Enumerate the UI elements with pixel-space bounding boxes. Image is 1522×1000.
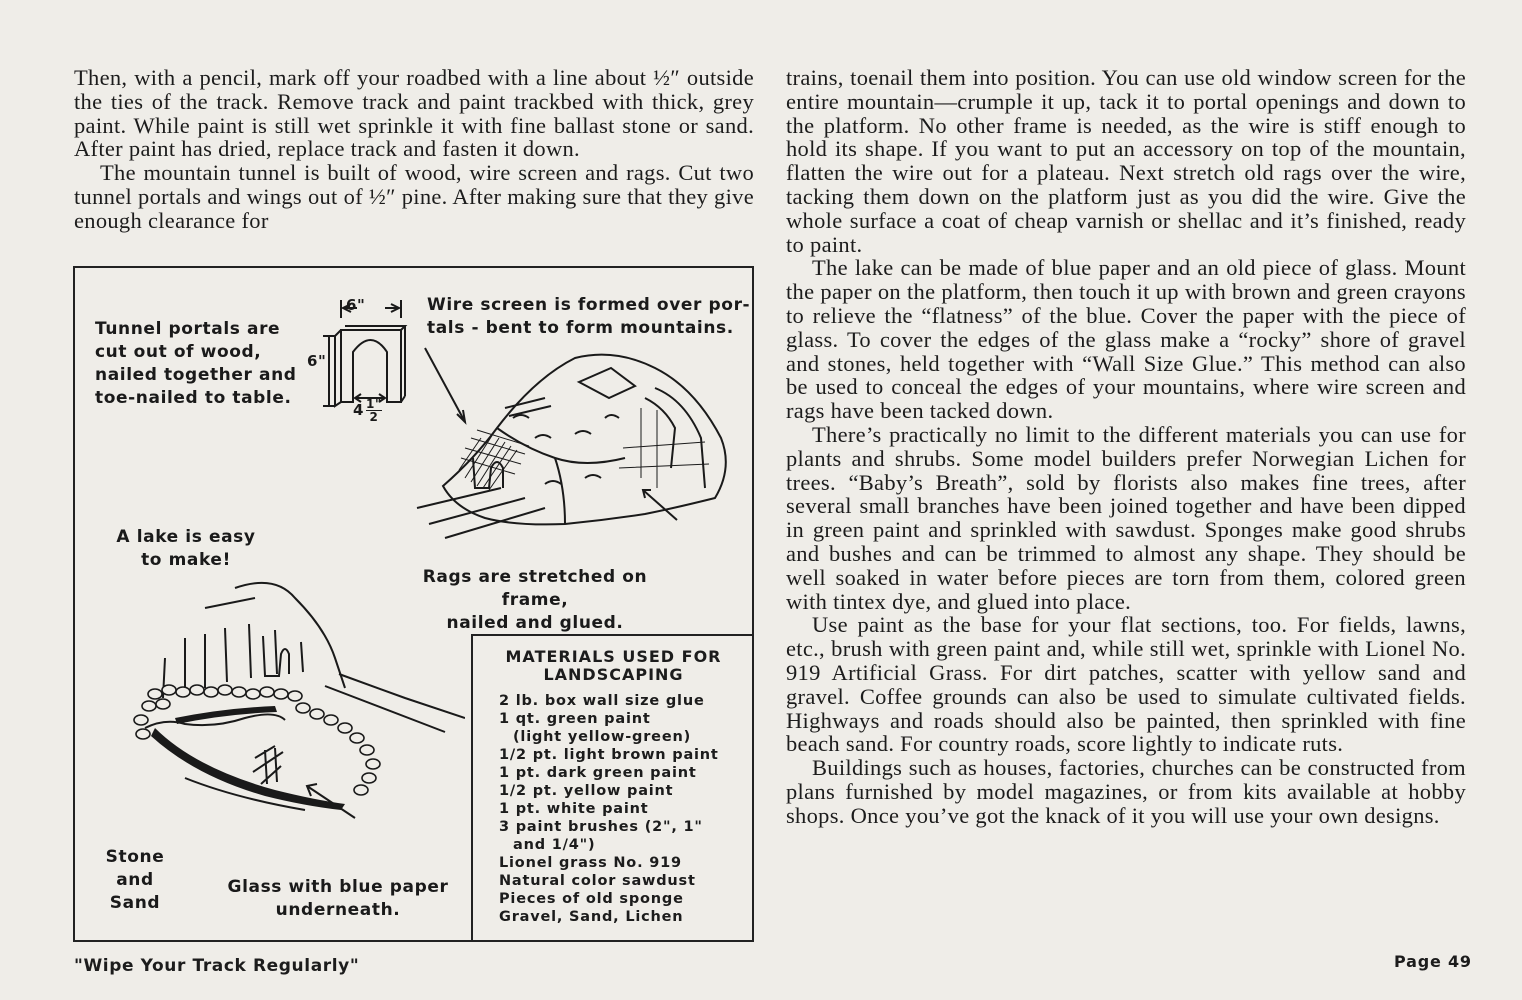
caption-line: cut out of wood,	[95, 342, 262, 362]
left-paragraph-1: Then, with a pencil, mark off your roadbed with a line about ½″ outside the ties of the track. Remove track and paint trackbed with thick, grey paint. While paint is still wet sprinkle it with fine ballast stone or sand. After paint has dried, replace track and fasten it down.	[74, 65, 754, 162]
caption-line: nailed together and	[95, 365, 297, 385]
materials-item: 1 pt. dark green paint	[499, 765, 697, 781]
right-paragraph-4: Use paint as the base for your flat sections, too. For fields, lawns, etc., brush with green paint and, while still wet, sprinkle with Lionel No. 919 Artificial Grass. For dirt patches, scatter with yellow sand and gravel. Coffee grounds can also be used to simulate cultivated fields. Highways and roads should also be painted, then sprinkled with fine beach sand. For country roads, score lightly to indicate ruts.	[786, 612, 1466, 757]
materials-item: Gravel, Sand, Lichen	[499, 909, 684, 925]
materials-title	[473, 648, 754, 684]
materials-item: 2 lb. box wall size glue	[499, 693, 705, 709]
lake-caption	[111, 526, 261, 572]
caption-line: underneath.	[275, 900, 401, 920]
caption-line: to make!	[141, 550, 231, 570]
left-paragraph-2: The mountain tunnel is built of wood, wire screen and rags. Cut two tunnel portals and wings out of ½″ pine. After making sure that they give enough clearance for	[74, 160, 754, 233]
caption-line: and	[116, 870, 154, 890]
materials-item: and 1/4")	[513, 837, 596, 853]
materials-title-line: LANDSCAPING	[543, 665, 684, 684]
landscaping-illustration-box	[73, 266, 754, 942]
materials-item: Natural color sawdust	[499, 873, 696, 889]
caption-line: Sand	[109, 893, 161, 913]
caption-line: Glass with blue paper	[227, 877, 449, 897]
stone-sand-caption	[95, 846, 175, 915]
lake-drawing	[105, 578, 465, 848]
wire-screen-caption	[427, 294, 750, 340]
right-paragraph-1: trains, toenail them into position. You can use old window screen for the entire mountain—crumple it up, tack it to portal openings and down to the platform. No other frame is needed, as the wire is stiff enough to hold its shape. If you want to put an accessory on top of the mountain, flatten the wire out for a plateau. Next stretch old rags over the wire, tacking them down on the platform just as you did the wire. Give the whole surface a coat of cheap varnish or shellac and it’s finished, ready to paint.	[786, 65, 1466, 257]
materials-title-line: MATERIALS USED FOR	[505, 647, 722, 666]
left-text-column	[74, 66, 754, 233]
materials-item: 1 qt. green paint	[499, 711, 651, 727]
dimension-width-label: 6"	[346, 296, 366, 314]
right-paragraph-5: Buildings such as houses, factories, churches can be constructed from plans furnished by model magazines, or from kits available at hobby shops. Once you’ve got the knack of it you will use your own designs.	[786, 755, 1466, 828]
materials-item: Pieces of old sponge	[499, 891, 684, 907]
dimension-height-label: 6"	[307, 352, 327, 370]
footer-slogan: "Wipe Your Track Regularly"	[74, 956, 360, 976]
caption-line: A lake is easy	[116, 527, 256, 547]
caption-line: Stone	[105, 847, 165, 867]
tunnel-portal-caption	[95, 318, 297, 410]
materials-list	[499, 692, 749, 926]
materials-item: 3 paint brushes (2", 1"	[499, 819, 703, 835]
right-paragraph-2: The lake can be made of blue paper and an old piece of glass. Mount the paper on the platform, then touch it up with brown and green crayons to relieve the “flatness” of the blue. Cover the paper with the piece of glass. To cover the edges of the glass make a “rocky” shore of gravel and stones, held together with “Wall Size Glue.” This method can also be used to conceal the edges of your mountains, where wire screen and rags have been tacked down.	[786, 255, 1466, 424]
caption-line: Tunnel portals are	[95, 319, 281, 339]
dimension-depth-whole: 4	[353, 401, 365, 419]
caption-line: Rags are stretched on frame,	[422, 567, 648, 610]
materials-item: Lionel grass No. 919	[499, 855, 682, 871]
materials-item: (light yellow-green)	[513, 729, 691, 745]
caption-line: tals - bent to form mountains.	[427, 318, 734, 338]
glass-caption	[223, 876, 453, 922]
right-text-column	[786, 66, 1466, 828]
mountain-tunnel-drawing	[405, 338, 735, 558]
caption-line: toe-nailed to table.	[95, 388, 292, 408]
materials-list-box	[471, 634, 754, 942]
caption-line: nailed and glued.	[446, 613, 624, 633]
dimension-depth-numerator: 1"	[366, 397, 382, 411]
page-number: Page 49	[1394, 952, 1472, 971]
right-paragraph-3: There’s practically no limit to the different materials you can use for plants and shrubs. Some model builders prefer Norwegian Lichen for trees. “Baby’s Breath”, sold by florists also makes fine trees, after several small branches have been joined together and have been dipped in green paint and sprinkled with sawdust. Sponges make good shrubs and bushes and can be trimmed to almost any shape. They should be well soaked in water before pieces are torn from them, colored green with tintex dye, and glued into place.	[786, 421, 1466, 614]
materials-item: 1/2 pt. light brown paint	[499, 747, 719, 763]
materials-item: 1 pt. white paint	[499, 801, 649, 817]
materials-item: 1/2 pt. yellow paint	[499, 783, 674, 799]
dimension-depth-denominator: 2	[369, 410, 379, 424]
caption-line: Wire screen is formed over por-	[427, 295, 751, 315]
dimension-depth-label	[353, 398, 382, 423]
